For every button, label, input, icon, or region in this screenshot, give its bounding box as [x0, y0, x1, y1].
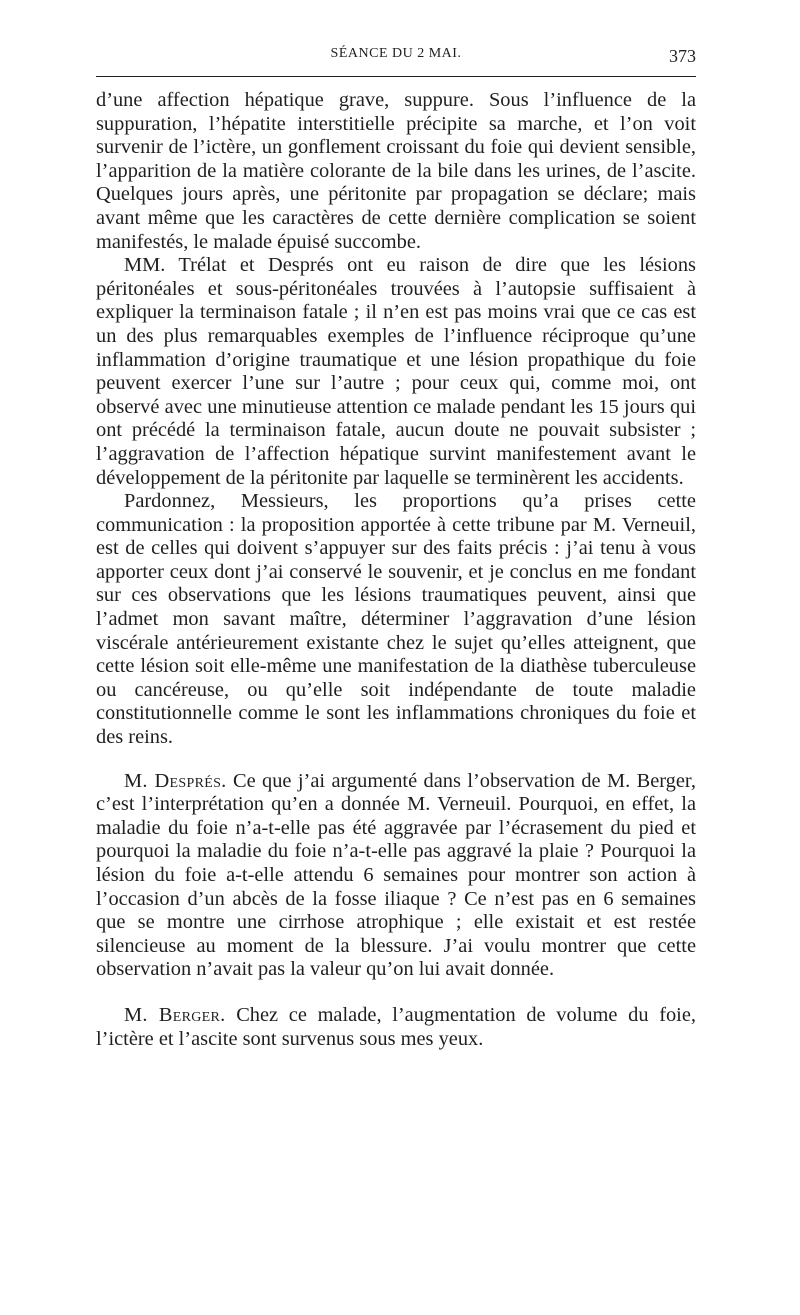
paragraph-3: [96, 490, 696, 750]
text-body: [96, 89, 696, 1051]
running-head: [96, 46, 696, 68]
paragraph-text: Chez ce malade, l’augmentation de volume du foie, l’ictère et l’ascite sont survenus sous mes yeux.: [96, 1003, 696, 1050]
speaker-name: M. Després.: [124, 769, 227, 792]
header-rule: [96, 76, 696, 77]
paragraph-text: d’une affection hépatique grave, suppure. Sous l’influence de la suppuration, l’hépatite interstitielle précipite sa marche, et l’on voit survenir de l’ictère, un gonflement croissant du foie qui devient sensible, l’apparition de la matière colorante de la bile dans les urines, de l’ascite. Quelques jours après, une péritonite par propagation se déclare; mais avant même que les caractères de cette dernière complication se soient manifestés, le malade épuisé succombe.: [96, 89, 696, 253]
paragraph-text: Ce que j’ai argumenté dans l’observation de M. Berger, c’est l’interprétation qu’en a donnée M. Verneuil. Pourquoi, en effet, la maladie du foie n’a-t-elle pas été aggravée par l’écrasement du pied et pourquoi la maladie du foie n’a-t-elle pas aggravé la plaie ? Pourquoi la lésion du foie a-t-elle attendu 6 semaines pour montrer son action à l’occasion d’un abcès de la fosse iliaque ? Ce n’est pas en 6 semaines que se montre une cirrhose atrophique ; elle existait et est restée silencieuse au moment de la blessure. J’ai voulu montrer que cette observation n’avait pas la valeur qu’on lui avait donnée.: [96, 769, 697, 981]
speaker-name: M. Berger.: [124, 1003, 226, 1026]
paragraph-4: [96, 770, 696, 982]
paragraph-text: Pardonnez, Messieurs, les proportions qu’a prises cette communication : la proposition apportée à cette tribune par M. Verneuil, est de celles qui doivent s’appuyer sur des faits précis : j’ai tenu à vous apporter ceux dont j’ai conservé le souvenir, et je conclus en me fondant sur ces observations que les lésions traumatiques peuvent, ainsi que l’admet mon savant maître, déterminer l’aggravation d’une lésion viscérale antérieurement existante chez le sujet qu’elles atteignent, que cette lésion soit elle-même une manifestation de la diathèse tuberculeuse ou cancéreuse, ou qu’elle soit indépendante de toute maladie constitutionnelle comme le sont les inflammations chroniques du foie et des reins.: [96, 490, 696, 749]
paragraph-5: [96, 1004, 696, 1051]
page-number: 373: [669, 46, 696, 66]
paragraph-2: [96, 254, 696, 490]
paragraph-1: [96, 89, 696, 254]
paragraph-text: MM. Trélat et Després ont eu raison de dire que les lésions péritonéales et sous-péritonéales trouvées à l’autopsie suffisaient à expliquer la terminaison fatale ; il n’en est pas moins vrai que ce cas est un des plus remarquables exemples de l’influence réciproque qu’une inflammation d’origine traumatique et une lésion propathique du foie peuvent exercer l’une sur l’autre ; pour ceux qui, comme moi, ont observé avec une minutieuse attention ce malade pendant les 15 jours qui ont précédé la terminaison fatale, aucun doute ne pouvait subsister ; l’aggravation de l’affection hépatique survint manifestement avant le développement de la péritonite par laquelle se terminèrent les accidents.: [96, 254, 696, 489]
running-title: SÉANCE DU 2 MAI.: [330, 46, 462, 61]
